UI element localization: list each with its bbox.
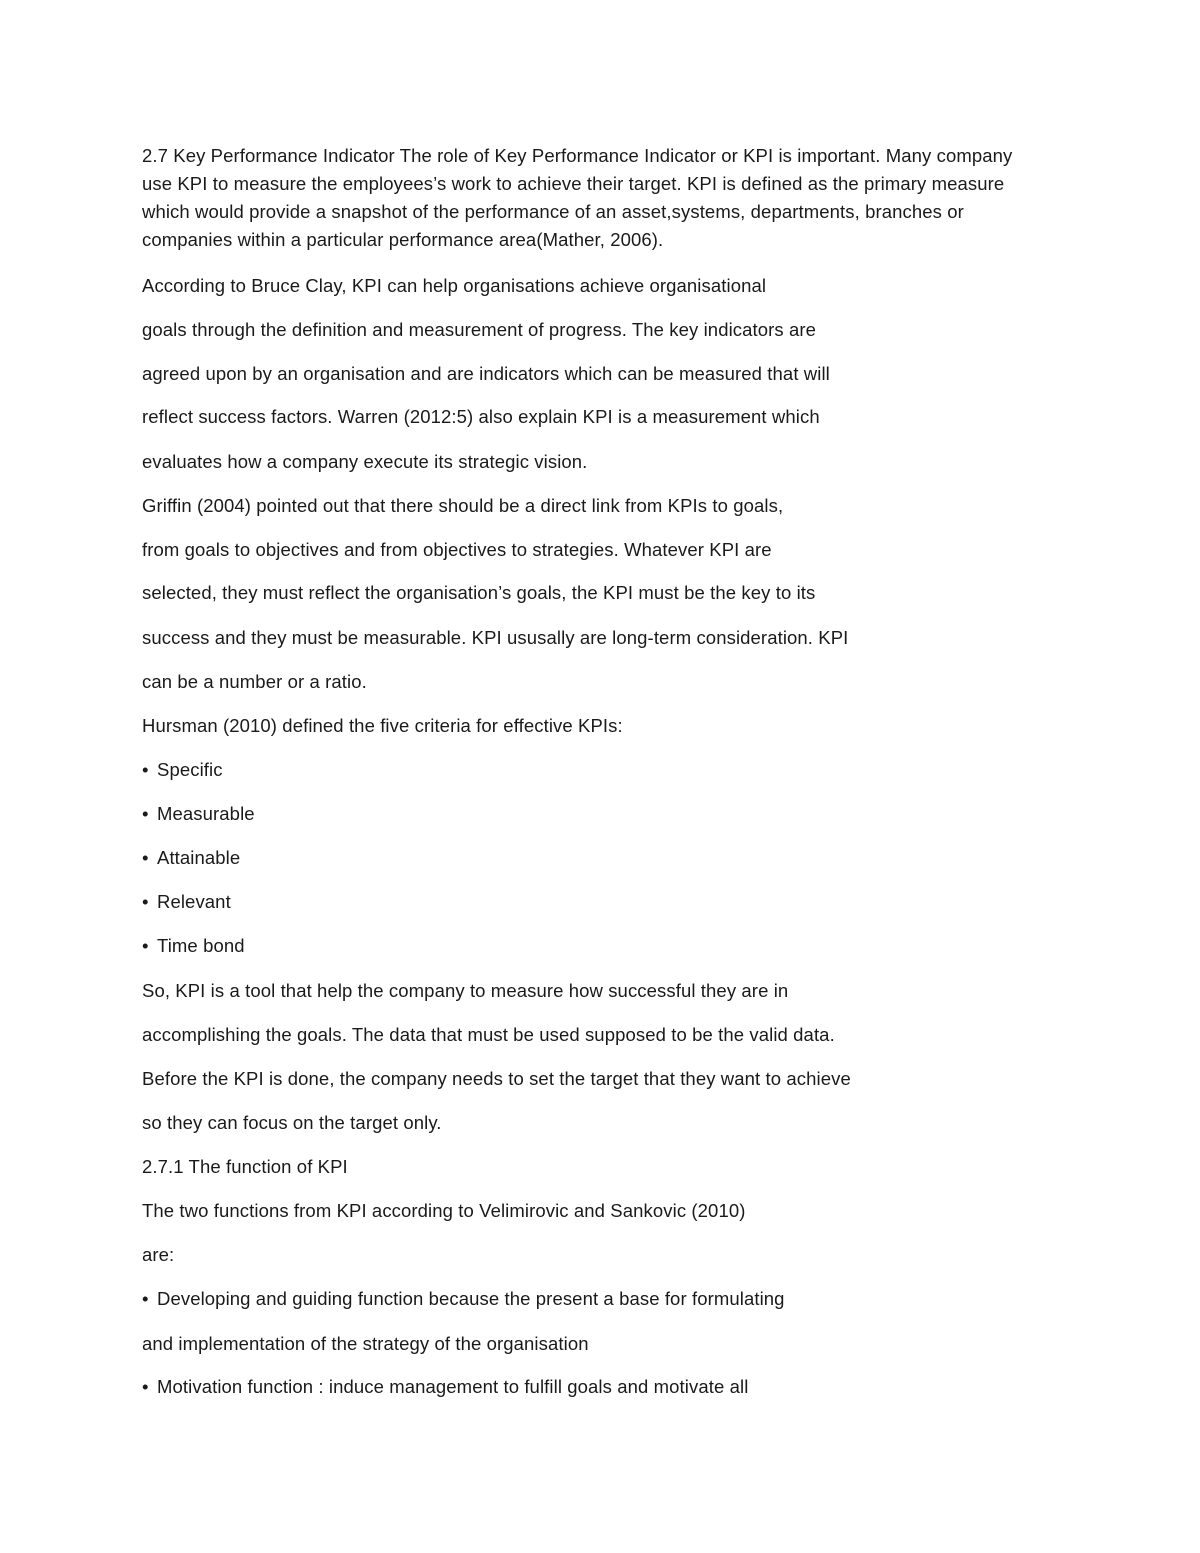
bruce-clay-line: goals through the definition and measurement of progress. The key indicators are bbox=[142, 319, 817, 340]
bruce-clay-line: According to Bruce Clay, KPI can help organisations achieve organisational bbox=[142, 275, 767, 296]
functions-intro-line: The two functions from KPI according to Velimirovic and Sankovic (2010) bbox=[142, 1200, 746, 1221]
griffin-line: Griffin (2004) pointed out that there should be a direct link from KPIs to goals, bbox=[142, 495, 784, 516]
criteria-list-item: • Time bond bbox=[142, 932, 1102, 960]
intro-line: 2.7 Key Performance Indicator The role of Key Performance Indicator or KPI is important. Many company bbox=[142, 145, 1013, 166]
bruce-clay-line: reflect success factors. Warren (2012:5) also explain KPI is a measurement which bbox=[142, 406, 820, 427]
bruce-clay-line: evaluates how a company execute its strategic vision. bbox=[142, 451, 588, 472]
criteria-list-item: • Attainable bbox=[142, 844, 1102, 872]
bruce-clay-line: agreed upon by an organisation and are indicators which can be measured that will bbox=[142, 363, 830, 384]
griffin-line: selected, they must reflect the organisation’s goals, the KPI must be the key to its bbox=[142, 582, 816, 603]
griffin-line: can be a number or a ratio. bbox=[142, 671, 367, 692]
griffin-line: success and they must be measurable. KPI ususally are long-term consideration. KPI bbox=[142, 627, 849, 648]
intro-line: companies within a particular performance area(Mather, 2006). bbox=[142, 229, 664, 250]
griffin-line: from goals to objectives and from objectives to strategies. Whatever KPI are bbox=[142, 539, 772, 560]
summary-line: accomplishing the goals. The data that must be used supposed to be the valid data. bbox=[142, 1024, 835, 1045]
summary-line: so they can focus on the target only. bbox=[142, 1112, 442, 1133]
hursman-intro: Hursman (2010) defined the five criteria for effective KPIs: bbox=[142, 715, 623, 736]
summary-line: So, KPI is a tool that help the company to measure how successful they are in bbox=[142, 980, 789, 1001]
function-continuation-line: and implementation of the strategy of the organisation bbox=[142, 1333, 589, 1354]
criteria-list-item: • Measurable bbox=[142, 800, 1102, 828]
summary-line: Before the KPI is done, the company needs to set the target that they want to achieve bbox=[142, 1068, 851, 1089]
functions-intro-line: are: bbox=[142, 1244, 175, 1265]
intro-line: use KPI to measure the employees’s work to achieve their target. KPI is defined as the primary measure bbox=[142, 173, 1005, 194]
section-subheading: 2.7.1 The function of KPI bbox=[142, 1156, 348, 1177]
intro-line: which would provide a snapshot of the performance of an asset,systems, departments, branches or bbox=[142, 201, 964, 222]
function-list-item: • Developing and guiding function because the present a base for formulating bbox=[142, 1285, 1102, 1313]
function-list-item: • Motivation function : induce management to fulfill goals and motivate all bbox=[142, 1373, 1102, 1401]
criteria-list-item: • Specific bbox=[142, 756, 1102, 784]
criteria-list-item: • Relevant bbox=[142, 888, 1102, 916]
